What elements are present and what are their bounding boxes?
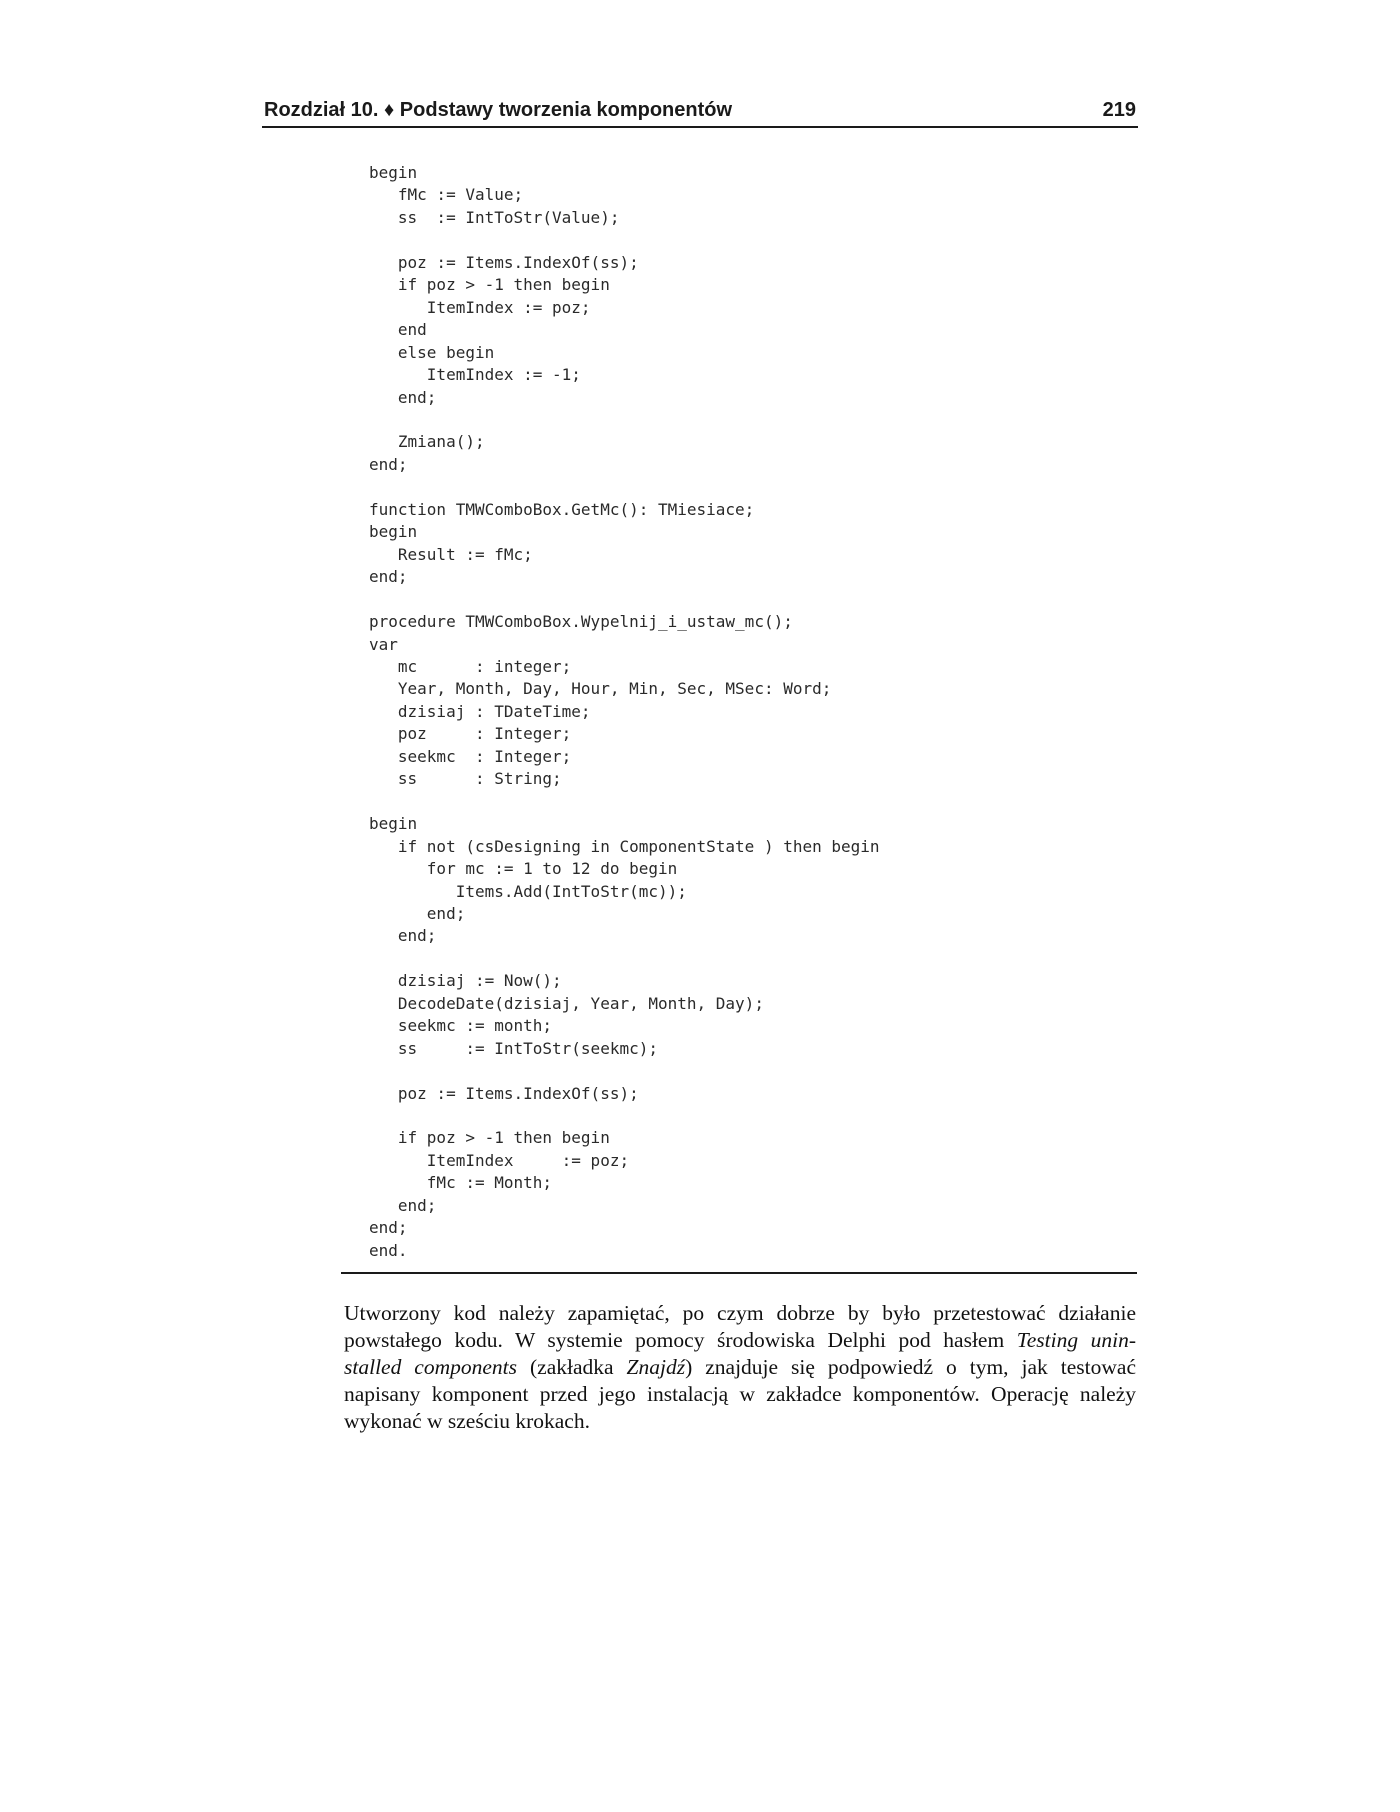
paragraph-text: Utworzony kod należy zapamiętać, po czym dobrze by było przetestować działanie: [344, 1301, 1136, 1325]
code-line: poz : Integer;: [369, 724, 572, 744]
paragraph-line: [344, 1381, 1136, 1408]
code-line: DecodeDate(dzisiaj, Year, Month, Day);: [369, 993, 764, 1013]
paragraph-line: [344, 1327, 1136, 1354]
help-topic-term: Testing unin-: [1016, 1328, 1136, 1352]
code-line: ss := IntToStr(seekmc);: [369, 1038, 658, 1058]
paragraph-line: [344, 1408, 1136, 1435]
page-number: 219: [1102, 99, 1136, 121]
code-line: seekmc := month;: [369, 1016, 553, 1036]
chapter-title: Rozdział 10. ♦ Podstawy tworzenia komponentów: [264, 99, 733, 121]
body-paragraph: [344, 1300, 1136, 1435]
code-line: Zmiana();: [369, 432, 485, 452]
code-line: Year, Month, Day, Hour, Min, Sec, MSec: Word;: [369, 679, 832, 699]
code-line: ItemIndex := poz;: [369, 1150, 630, 1170]
code-line: fMc := Value;: [369, 185, 524, 205]
code-listing: [369, 162, 1129, 1262]
code-line: end;: [369, 1195, 437, 1215]
code-line: fMc := Month;: [369, 1173, 553, 1193]
header-rule: [262, 126, 1138, 128]
code-line: end;: [369, 903, 466, 923]
code-line: ItemIndex := poz;: [369, 297, 591, 317]
code-line: poz := Items.IndexOf(ss);: [369, 252, 639, 272]
code-line: if not (csDesigning in ComponentState ) then begin: [369, 836, 880, 856]
code-line: end;: [369, 387, 437, 407]
code-line: dzisiaj : TDateTime;: [369, 701, 591, 721]
code-line: end.: [369, 1240, 408, 1260]
running-header: [264, 98, 1136, 128]
code-line: end;: [369, 1218, 408, 1238]
code-line: begin: [369, 163, 418, 182]
code-line: end;: [369, 567, 408, 587]
code-line: seekmc : Integer;: [369, 746, 572, 766]
code-line: begin: [369, 522, 418, 542]
paragraph-text: (zakładka: [517, 1355, 627, 1379]
code-line: Result := fMc;: [369, 544, 533, 564]
paragraph-text: ) znajduje się podpowiedź o tym, jak testować: [685, 1355, 1136, 1379]
code-line: ss := IntToStr(Value);: [369, 207, 620, 227]
code-line: ItemIndex := -1;: [369, 365, 581, 385]
code-line: poz := Items.IndexOf(ss);: [369, 1083, 639, 1103]
code-line: Items.Add(IntToStr(mc));: [369, 881, 687, 901]
code-line: end;: [369, 926, 437, 946]
code-line: dzisiaj := Now();: [369, 971, 562, 991]
code-line: var: [369, 634, 398, 654]
code-line: ss : String;: [369, 769, 562, 789]
code-line: if poz > -1 then begin: [369, 275, 610, 295]
code-line: begin: [369, 814, 418, 834]
code-line: end: [369, 320, 427, 340]
help-topic-term: stalled components: [344, 1355, 518, 1379]
paragraph-line: [344, 1354, 1136, 1381]
code-line: else begin: [369, 342, 495, 362]
paragraph-text: powstałego kodu. W systemie pomocy środowiska Delphi pod hasłem: [344, 1328, 1017, 1352]
paragraph-line: [344, 1300, 1136, 1327]
code-line: mc : integer;: [369, 656, 572, 676]
code-line: function TMWComboBox.GetMc(): TMiesiace;: [369, 499, 755, 519]
tab-name-term: Znajdź: [626, 1355, 686, 1379]
paragraph-text: napisany komponent przed jego instalacją w zakładce komponentów. Operację należy: [344, 1382, 1136, 1406]
code-line: end;: [369, 454, 408, 474]
code-line: for mc := 1 to 12 do begin: [369, 859, 678, 879]
code-end-rule: [341, 1272, 1137, 1274]
paragraph-text: wykonać w sześciu krokach.: [344, 1409, 590, 1433]
code-line: if poz > -1 then begin: [369, 1128, 610, 1148]
code-line: procedure TMWComboBox.Wypelnij_i_ustaw_mc();: [369, 612, 793, 632]
